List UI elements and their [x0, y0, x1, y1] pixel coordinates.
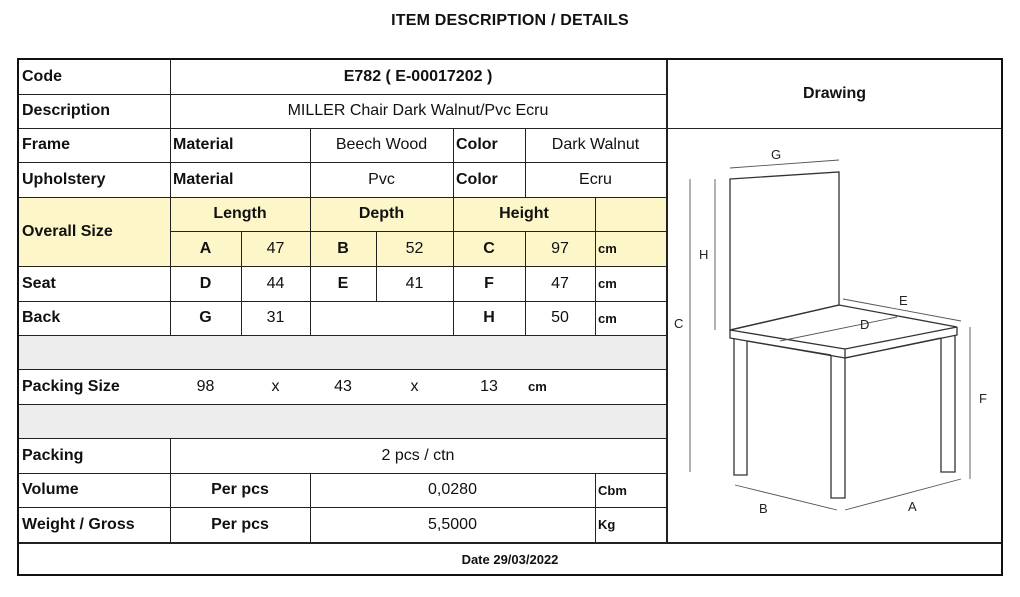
overall-unit: cm [598, 241, 617, 256]
overall-b-label: B [337, 239, 349, 257]
packing-size-unit: cm [528, 379, 547, 394]
chair-diagram [665, 127, 1003, 540]
depth-header: Depth [358, 205, 405, 222]
label-g: G [771, 147, 782, 162]
overall-a-label: A [199, 239, 212, 257]
grid-line [170, 438, 171, 542]
overall-a-value: 47 [266, 239, 285, 257]
label-h: H [699, 247, 709, 262]
grid-line [19, 266, 666, 267]
chair-leg-front-left [734, 338, 747, 475]
packing-size-x1: x [271, 377, 280, 395]
drawing-heading: Drawing [802, 85, 867, 102]
dim-line-g [730, 160, 839, 168]
grid-line [19, 369, 666, 370]
back-g-value: 31 [266, 309, 285, 326]
back-h-label: H [483, 309, 495, 326]
grid-line [595, 197, 596, 335]
packing-size-width: 43 [334, 377, 352, 395]
spacer-row-2 [19, 404, 666, 438]
seat-f-label: F [484, 274, 494, 292]
label-e: E [899, 293, 908, 308]
packing-label: Packing [22, 446, 84, 464]
back-h-value: 50 [551, 309, 569, 326]
page-title: ITEM DESCRIPTION / DETAILS [391, 12, 629, 29]
back-g-label: G [199, 309, 212, 326]
dim-line-a [845, 479, 961, 510]
overall-b-value: 52 [405, 239, 424, 257]
weight-per: Per pcs [211, 515, 269, 533]
chair-leg-front-right [831, 355, 845, 498]
grid-line [241, 231, 242, 335]
grid-line [19, 404, 666, 405]
height-header: Height [499, 205, 549, 222]
packing-size-label: Packing Size [22, 377, 120, 395]
grid-line [19, 438, 666, 439]
footer-divider [19, 542, 1001, 544]
seat-e-value: 41 [405, 274, 424, 292]
length-header: Length [213, 205, 267, 222]
weight-unit: Kg [598, 517, 616, 532]
grid-line [595, 473, 596, 542]
back-unit: cm [598, 310, 617, 326]
packing-size-length: 98 [196, 377, 215, 395]
back-label: Back [22, 309, 61, 326]
upholstery-material-label: Material [173, 170, 234, 188]
volume-unit: Cbm [598, 482, 627, 498]
code-label: Code [22, 68, 62, 85]
upholstery-color-value: Ecru [579, 170, 612, 188]
dim-line-d [780, 317, 897, 341]
seat-d-label: D [199, 274, 212, 292]
packing-size-x2: x [410, 377, 419, 395]
grid-line [19, 473, 666, 474]
grid-line [19, 94, 666, 95]
grid-line [376, 231, 377, 301]
frame-material-value: Beech Wood [335, 136, 428, 153]
weight-label: Weight / Gross [22, 515, 135, 533]
label-d: D [860, 317, 870, 332]
seat-label: Seat [22, 274, 56, 292]
seat-d-value: 44 [266, 274, 285, 292]
volume-value: 0,0280 [428, 481, 477, 498]
volume-per: Per pcs [211, 481, 269, 498]
grid-line [19, 301, 666, 302]
packing-size-height: 13 [480, 377, 498, 395]
packing-value: 2 pcs / ctn [381, 446, 455, 464]
chair-leg-back-right [941, 335, 955, 472]
seat-unit: cm [598, 276, 617, 291]
grid-line [19, 507, 666, 508]
spacer-row-1 [19, 335, 666, 369]
weight-value: 5,5000 [428, 515, 477, 533]
overall-c-label: C [483, 239, 495, 257]
chair-seat-edge [730, 327, 957, 358]
code-value: E782 ( E-00017202 ) [343, 68, 493, 85]
footer-date: Date 29/03/2022 [461, 551, 559, 567]
frame-material-label: Material [173, 136, 234, 153]
upholstery-label: Upholstery [22, 170, 106, 188]
description-value: MILLER Chair Dark Walnut/Pvc Ecru [287, 102, 549, 119]
upholstery-material-value: Pvc [368, 170, 395, 188]
grid-line [170, 231, 666, 232]
grid-line [453, 128, 454, 335]
seat-e-label: E [337, 274, 349, 292]
description-label: Description [22, 102, 111, 119]
grid-line [310, 473, 311, 542]
grid-line [19, 197, 666, 198]
overall-size-label: Overall Size [22, 222, 113, 240]
label-c: C [674, 316, 684, 331]
chair-backrest [730, 172, 839, 330]
grid-line [525, 231, 526, 335]
grid-line [19, 162, 666, 163]
frame-label: Frame [22, 136, 71, 153]
chair-drawing [665, 127, 1003, 540]
grid-line [525, 128, 526, 197]
frame-color-value: Dark Walnut [551, 136, 640, 153]
label-a: A [908, 499, 917, 514]
grid-line [19, 335, 666, 336]
label-f: F [979, 391, 987, 406]
label-b: B [759, 501, 768, 516]
overall-c-value: 97 [551, 239, 569, 257]
seat-f-value: 47 [551, 274, 569, 292]
dim-line-b [735, 485, 837, 510]
frame-color-label: Color [456, 136, 498, 153]
volume-label: Volume [22, 481, 79, 498]
upholstery-color-label: Color [456, 170, 498, 188]
grid-line [170, 60, 171, 335]
grid-line [310, 128, 311, 335]
